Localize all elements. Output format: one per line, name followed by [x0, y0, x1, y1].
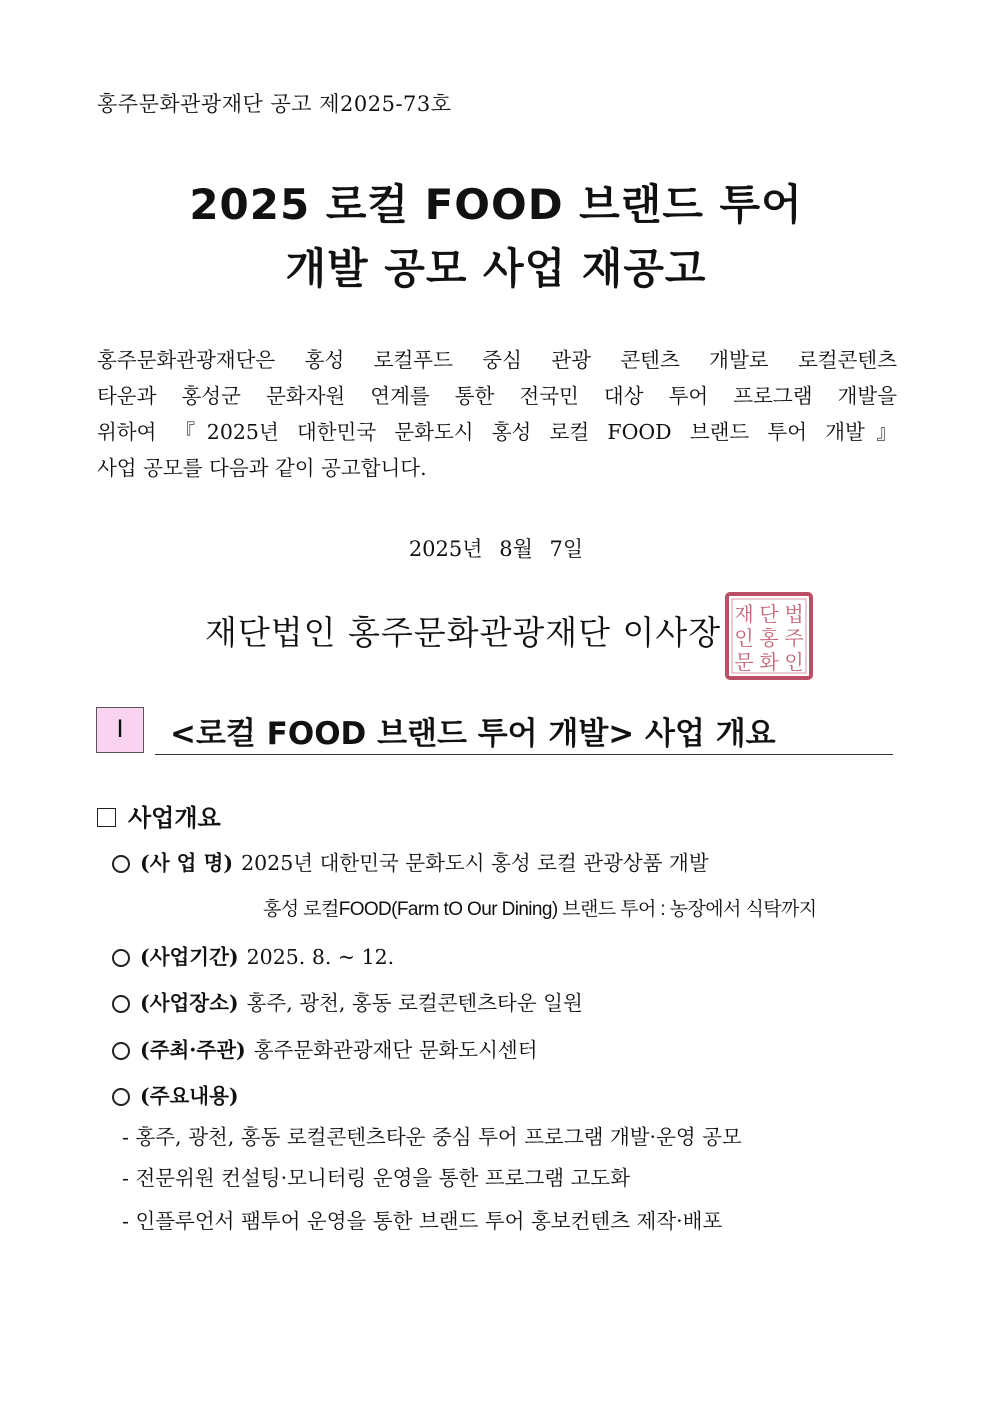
official-seal-icon: [724, 591, 814, 681]
svg-text:인: 인: [784, 650, 804, 674]
circle-bullet-icon: [112, 855, 130, 873]
circle-bullet-icon: [112, 995, 130, 1013]
svg-text:홍: 홍: [759, 626, 779, 650]
item-label: (사업기간): [140, 945, 239, 969]
svg-text:단: 단: [759, 602, 779, 626]
project-name-continuation: 홍성 로컬FOOD(Farm tO Our Dining) 브랜드 투어 : 농장에서 식탁까지: [263, 899, 817, 920]
intro-line: 위하여 『2025년 대한민국 문화도시 홍성 로컬 FOOD 브랜드 투어 개발』: [97, 420, 897, 444]
svg-text:재: 재: [734, 602, 754, 626]
main-content-bullet: - 인플루언서 팸투어 운영을 통한 브랜드 투어 홍보컨텐츠 제작·배포: [122, 1209, 723, 1233]
item-label: (사업장소): [140, 991, 239, 1015]
item-value: 2025. 8. ~ 12.: [246, 945, 395, 969]
item-value: 홍주, 광천, 홍동 로컬콘텐츠타운 일원: [246, 991, 583, 1015]
notice-number: 홍주문화관광재단 공고 제2025-73호: [97, 92, 452, 116]
svg-text:인: 인: [734, 626, 754, 650]
overview-item-main-contents: [112, 1079, 247, 1109]
overview-item-location: [112, 986, 583, 1016]
item-label: (주요내용): [140, 1084, 239, 1108]
intro-line: 홍주문화관광재단은 홍성 로컬푸드 중심 관광 콘텐츠 개발로 로컬콘텐츠: [97, 348, 897, 372]
item-label: (사 업 명): [140, 851, 234, 875]
section-number-box: Ⅰ: [96, 707, 144, 753]
item-value: 홍주문화관광재단 문화도시센터: [253, 1038, 538, 1062]
overview-item-organizer: [112, 1033, 538, 1063]
section-title: <로컬 FOOD 브랜드 투어 개발> 사업 개요: [170, 716, 776, 752]
circle-bullet-icon: [112, 949, 130, 967]
checkbox-square-icon: [97, 808, 116, 827]
overview-item-project-name: [112, 846, 709, 876]
subsection-heading: [97, 798, 221, 833]
svg-text:화: 화: [759, 650, 779, 674]
svg-text:법: 법: [784, 602, 804, 626]
issuer-name: 재단법인 홍주문화관광재단 이사장: [205, 613, 722, 652]
overview-item-period: [112, 940, 394, 970]
document-title-line1: 2025 로컬 FOOD 브랜드 투어: [189, 180, 803, 229]
intro-paragraph: [97, 342, 897, 486]
subsection-title: 사업개요: [128, 804, 221, 832]
section-underline: [155, 754, 893, 755]
svg-text:문: 문: [734, 650, 754, 674]
notice-date: 2025년 8월 7일: [408, 537, 584, 561]
intro-line: 타운과 홍성군 문화자원 연계를 통한 전국민 대상 투어 프로그램 개발을: [97, 384, 897, 408]
circle-bullet-icon: [112, 1088, 130, 1106]
item-value: 2025년 대한민국 문화도시 홍성 로컬 관광상품 개발: [241, 851, 709, 875]
document-title-line2: 개발 공모 사업 재공고: [285, 244, 707, 293]
svg-text:주: 주: [784, 626, 804, 650]
intro-line: 사업 공모를 다음과 같이 공고합니다.: [97, 456, 427, 480]
main-content-bullet: - 홍주, 광천, 홍동 로컬콘텐츠타운 중심 투어 프로그램 개발·운영 공모: [122, 1125, 742, 1149]
circle-bullet-icon: [112, 1042, 130, 1060]
main-content-bullet: - 전문위원 컨설팅·모니터링 운영을 통한 프로그램 고도화: [122, 1166, 631, 1190]
item-label: (주최·주관): [140, 1038, 246, 1062]
